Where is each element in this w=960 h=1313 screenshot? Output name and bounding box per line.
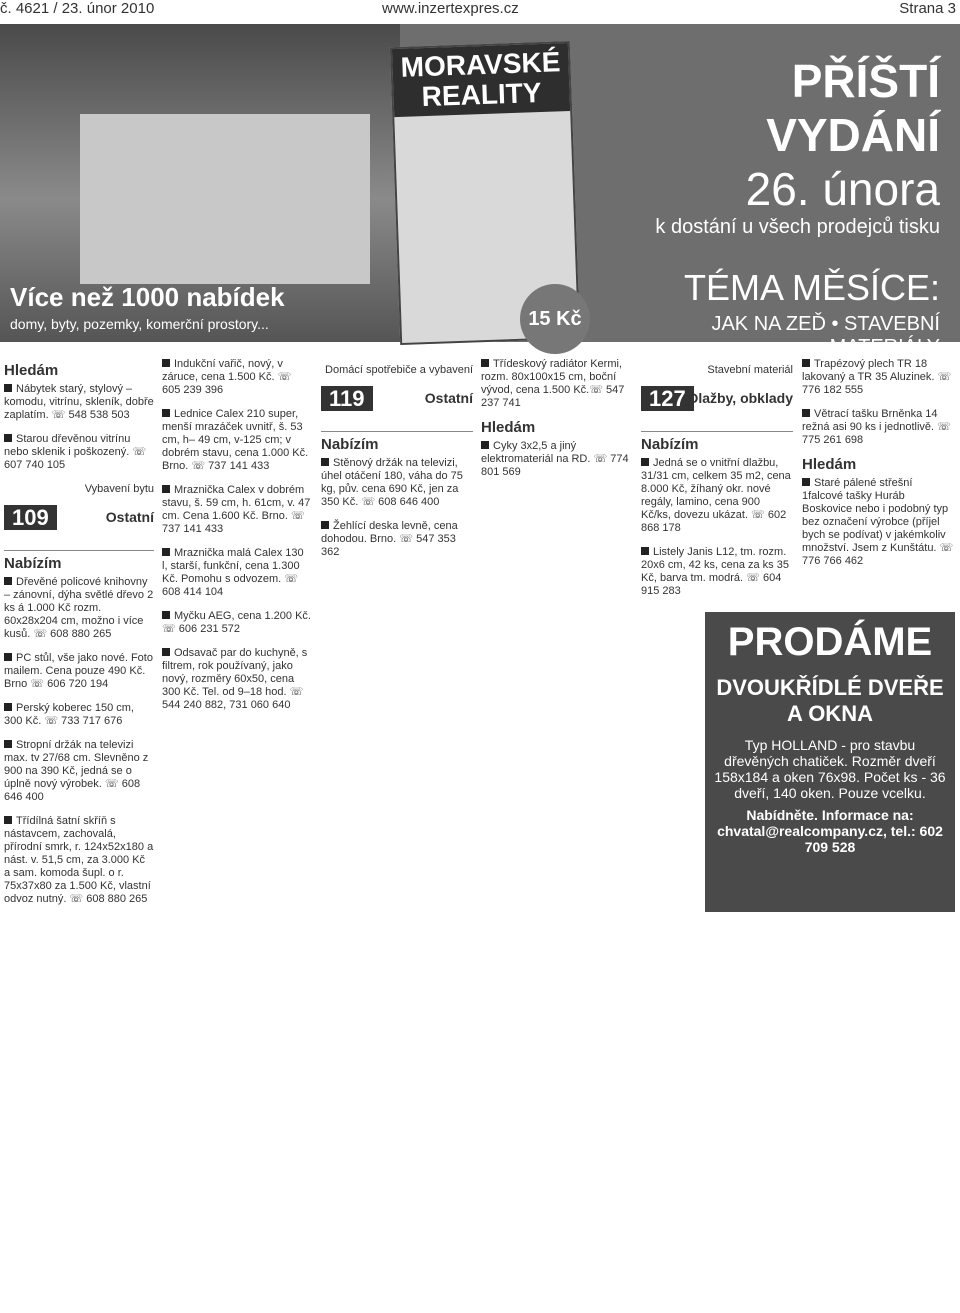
list-item: Listely Janis L12, tm. rozm. 20x6 cm, 42 ks, cena za ks 35 Kč, barva tm. modrá. ☏ 604 915 283: [641, 546, 793, 598]
category-name: Dlažby, obklady: [688, 390, 793, 406]
availability: k dostání u všech prodejců tisku: [655, 216, 940, 238]
house-photo: [0, 24, 400, 342]
list-item: Jedná se o vnitřní dlažbu, 31/31 cm, celkem 35 m2, cena 8.000 Kč, žíhaný okr. nové regály, lamino, cena 900 Kč/ks, dovezu ukázat. ☏ 602 868 178: [641, 457, 793, 535]
section-wanted: Hledám: [481, 419, 536, 436]
page-number: Strana 3: [899, 0, 956, 17]
column-5: [641, 358, 793, 609]
list-item: Indukční vařič, nový, v záruce, cena 1.500 Kč. ☏ 605 239 396: [162, 358, 312, 397]
category-label: Vybavení bytu: [84, 483, 154, 495]
list-item: Dřevěné policové knihovny – zánovní, dýha světlé dřevo 2 ks á 1.000 Kč rozm. 60x28x204 cm, možno i více kusů. ☏ 608 880 265: [4, 576, 154, 640]
list-item: Větrací tašku Brněnka 14 režná asi 90 ks i jednotlivě. ☏ 775 261 698: [802, 408, 954, 447]
website[interactable]: www.inzertexpres.cz: [382, 0, 519, 17]
list-item: Stěnový držák na televizi, úhel otáčení 180, váha do 75 kg, pův. cena 690 Kč, jen za 350 Kč. ☏ 608 646 400: [321, 457, 473, 509]
list-item: Odsavač par do kuchyně, s filtrem, rok používaný, jako nový, rozměry 60x50, cena 300 Kč. Tel. od 9–18 hod. ☏ 544 240 882, 731 060 640: [162, 647, 312, 712]
list-item: Třídeskový radiátor Kermi, rozm. 80x100x15 cm, boční vývod, cena 1.500 Kč.☏ 547 237 741: [481, 358, 633, 410]
list-item: Myčku AEG, cena 1.200 Kč. ☏ 606 231 572: [162, 610, 311, 635]
ad-body: Typ HOLLAND - pro stavbu dřevěných chatiček. Rozměr dveří 158x184 a oken 76x98. Počet ks - 36 dveří, 140 oken. Pouze vcelku.: [714, 737, 946, 801]
list-item: Třídílná šatní skříň s nástavcem, zachovalá, přírodní smrk, r. 124x52x180 a nást. v. 51,5 cm, za 3.000 Kč a sam. komoda šupl. o r. 75x37x80 za 1.500 Kč, vlastní odvoz nutný. ☏ 608 880 265: [4, 815, 154, 905]
section-offer: Nabízím: [321, 436, 379, 453]
page-header: [0, 0, 960, 22]
column-6: [802, 358, 954, 579]
column-2: [162, 358, 312, 723]
price-badge: 15 Kč: [520, 284, 590, 354]
list-item: Stropní držák na televizi max. tv 27/68 cm. Slevněno z 900 na 390 Kč, jedná se o úplně nový výrobek. ☏ 608 646 400: [4, 739, 154, 804]
ad-subtitle: DVOUKŘÍDLÉ DVEŘE A OKNA: [716, 675, 944, 726]
magazine-title: MORAVSKÉ REALITY: [392, 43, 570, 117]
category-number: 119: [321, 386, 373, 411]
section-wanted: Hledám: [4, 362, 59, 379]
ad-contact: Nabídněte. Informace na: chvatal@realcompany.cz, tel.: 602 709 528: [717, 807, 943, 855]
list-item: Starou dřevěnou vitrínu nebo sklenik i poškozený. ☏ 607 740 105: [4, 433, 154, 472]
category-label: Stavební materiál: [707, 364, 793, 376]
column-4: [481, 358, 633, 490]
category-label: Domácí spotřebiče a vybavení: [325, 364, 473, 376]
next-issue-date: 26. února: [745, 163, 940, 215]
section-offer: Nabízím: [641, 436, 699, 453]
list-item: PC stůl, vše jako nové. Foto mailem. Cena pouze 490 Kč. Brno ☏ 606 720 194: [4, 652, 153, 690]
column-1: [4, 358, 154, 917]
list-item: Mraznička malá Calex 130 l, starší, funkční, cena 1.300 Kč. Pomohu s odvozem. ☏ 608 414 104: [162, 547, 312, 599]
theme-topic: JAK NA ZEĎ • STAVEBNÍ MATERIÁLY: [711, 313, 940, 358]
house-shape: [80, 114, 370, 284]
category-box: [641, 364, 793, 432]
section-wanted: Hledám: [802, 456, 857, 473]
category-name: Ostatní: [424, 390, 473, 406]
next-issue-banner: [0, 24, 960, 358]
ad-title: PRODÁME: [727, 620, 933, 664]
offer-types: domy, byty, pozemky, komerční prostory...: [10, 316, 269, 332]
list-item: Trapézový plech TR 18 lakovaný a TR 35 Aluzinek. ☏ 776 182 555: [802, 358, 954, 397]
list-item: Staré pálené střešní 1falcové tašky Huráb Boskovice nebo i podobný typ bez označení výrobce (příjel bych se podívat) v jakémkoliv množství. Jsem z Kunštátu. ☏ 776 766 462: [802, 477, 954, 567]
doors-windows-ad: [705, 612, 955, 912]
category-number: 127: [641, 386, 694, 411]
offer-count: Více než 1000 nabídek: [10, 282, 285, 312]
next-issue-text: [640, 54, 940, 359]
category-box: [321, 364, 473, 432]
list-item: Mraznička Calex v dobrém stavu, š. 59 cm, h. 61cm, v. 47 cm. Cena 1.600 Kč. Brno. ☏ 737 141 433: [162, 484, 311, 535]
column-3: [321, 358, 473, 570]
list-item: Cyky 3x2,5 a jiný elektromateriál na RD. ☏ 774 801 569: [481, 440, 633, 479]
list-item: Žehlící deska levně, cena dohodou. Brno. ☏ 547 353 362: [321, 520, 473, 559]
list-item: Nábytek starý, stylový – komodu, vitrínu, skleník, dobře zaplatím. ☏ 548 538 503: [4, 383, 154, 421]
section-offer: Nabízím: [4, 555, 62, 572]
issue-info: č. 4621 / 23. únor 2010: [0, 0, 155, 17]
theme-title: TÉMA MĚSÍCE:: [683, 267, 940, 308]
list-item: Lednice Calex 210 super, menší mrazáček uvnitř, š. 53 cm, h– 49 cm, v-125 cm; v dobrém stavu, cena 1.000 Kč. Brno. ☏ 737 141 433: [162, 408, 312, 473]
list-item: Perský koberec 150 cm, 300 Kč. ☏ 733 717 676: [4, 702, 154, 728]
next-issue-title: PŘÍŠTÍ VYDÁNÍ: [766, 55, 940, 161]
category-name: Ostatní: [105, 509, 154, 525]
category-box: [4, 483, 154, 551]
category-number: 109: [4, 505, 57, 530]
